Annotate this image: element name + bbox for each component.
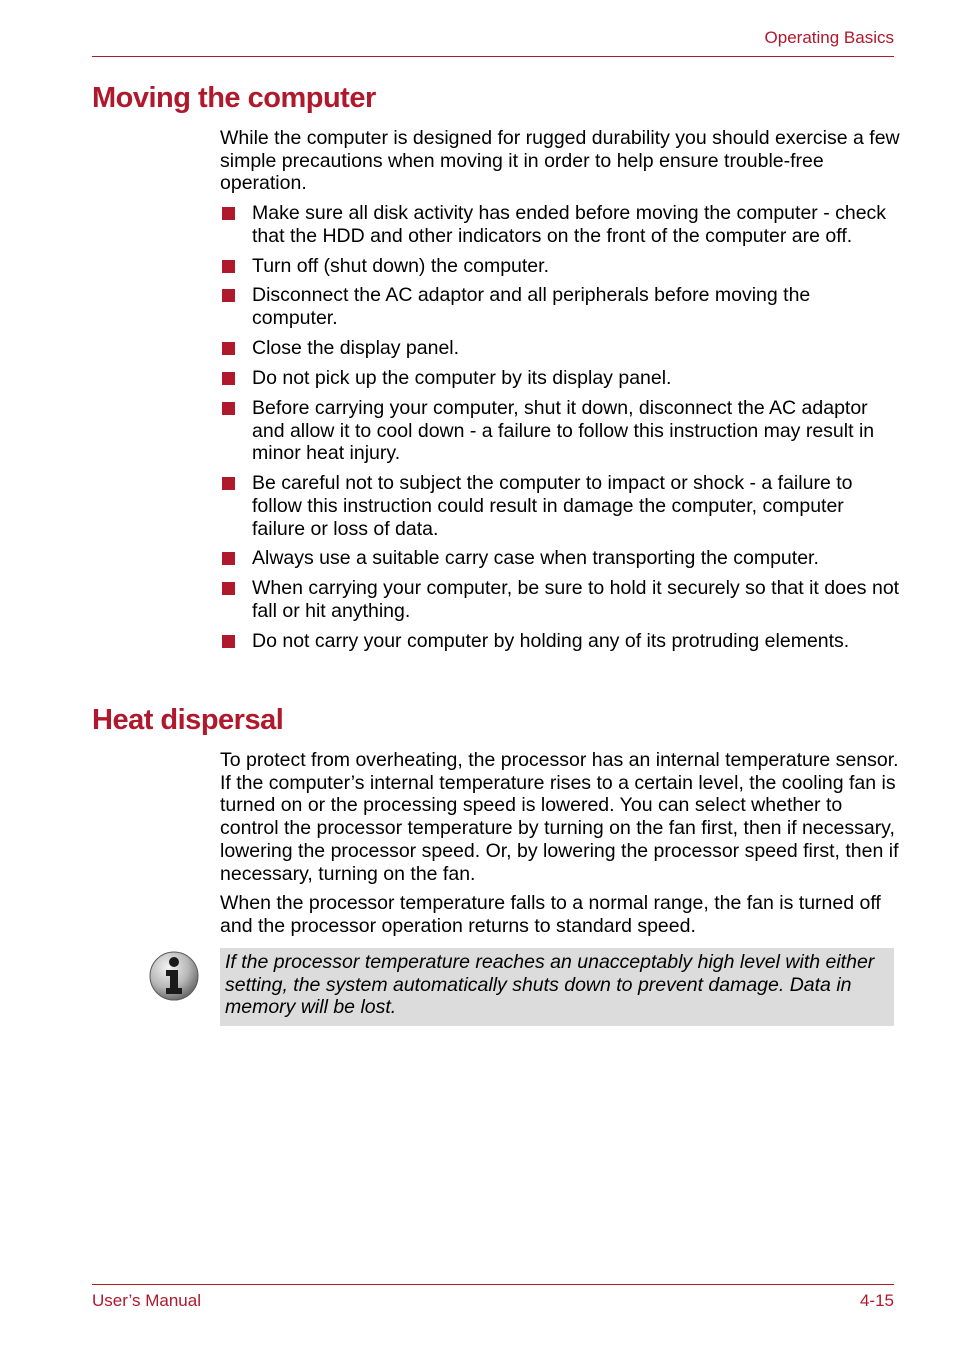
bullet-square-icon	[222, 289, 235, 302]
bullet-square-icon	[222, 207, 235, 220]
bullet-square-icon	[222, 342, 235, 355]
list-item: Do not pick up the computer by its display panel.	[220, 367, 900, 390]
heat-paragraph-1: To protect from overheating, the processor has an internal temperature sensor. If the computer’s internal temperature rises to a certain level, the cooling fan is turned on or the processing speed is lowered. You can select whether to control the processor temperature by turning on the fan first, then if necessary, lowering the processor speed. Or, by lowering the processor speed first, then if necessary, turning on the fan.	[220, 749, 899, 885]
list-item: Be careful not to subject the computer to impact or shock - a failure to follow this instruction could result in damage the computer, computer failure or loss of data.	[220, 472, 900, 540]
bullet-square-icon	[222, 582, 235, 595]
bullet-square-icon	[222, 402, 235, 415]
page-number: 4-15	[859, 1291, 894, 1310]
list-item: Before carrying your computer, shut it down, disconnect the AC adaptor and allow it to cool down - a failure to follow this instruction may result in minor heat injury.	[220, 397, 900, 465]
list-item: Always use a suitable carry case when transporting the computer.	[220, 547, 900, 570]
bullet-square-icon	[222, 260, 235, 273]
heat-paragraph-2: When the processor temperature falls to a normal range, the fan is turned off and the processor operation returns to standard speed.	[220, 892, 881, 937]
running-header: Operating Basics	[764, 28, 894, 47]
bullet-square-icon	[222, 477, 235, 490]
list-item: Do not carry your computer by holding any of its protruding elements.	[220, 630, 900, 653]
list-item: Make sure all disk activity has ended before moving the computer - check that the HDD and other indicators on the front of the computer are off.	[220, 202, 900, 247]
list-item: Disconnect the AC adaptor and all peripherals before moving the computer.	[220, 284, 900, 329]
bullet-square-icon	[222, 635, 235, 648]
bullet-square-icon	[222, 552, 235, 565]
note-box	[220, 948, 894, 1026]
list-item: When carrying your computer, be sure to hold it securely so that it does not fall or hit anything.	[220, 577, 900, 622]
footer-manual-title: User’s Manual	[92, 1291, 201, 1310]
section-title-heat: Heat dispersal	[92, 704, 284, 736]
list-item: Close the display panel.	[220, 337, 900, 360]
footer-rule	[92, 1284, 894, 1285]
info-icon	[148, 950, 202, 1004]
bullet-square-icon	[222, 372, 235, 385]
section-title-moving: Moving the computer	[92, 82, 376, 114]
header-rule	[92, 56, 894, 57]
moving-intro: While the computer is designed for rugged durability you should exercise a few simple precautions when moving it in order to help ensure trouble-free operation.	[220, 127, 900, 195]
moving-bullet-list	[220, 202, 900, 660]
list-item: Turn off (shut down) the computer.	[220, 255, 900, 278]
note-text: If the processor temperature reaches an unacceptably high level with either setting, the system automatically shuts down to prevent damage. Data in memory will be lost.	[225, 951, 875, 1019]
